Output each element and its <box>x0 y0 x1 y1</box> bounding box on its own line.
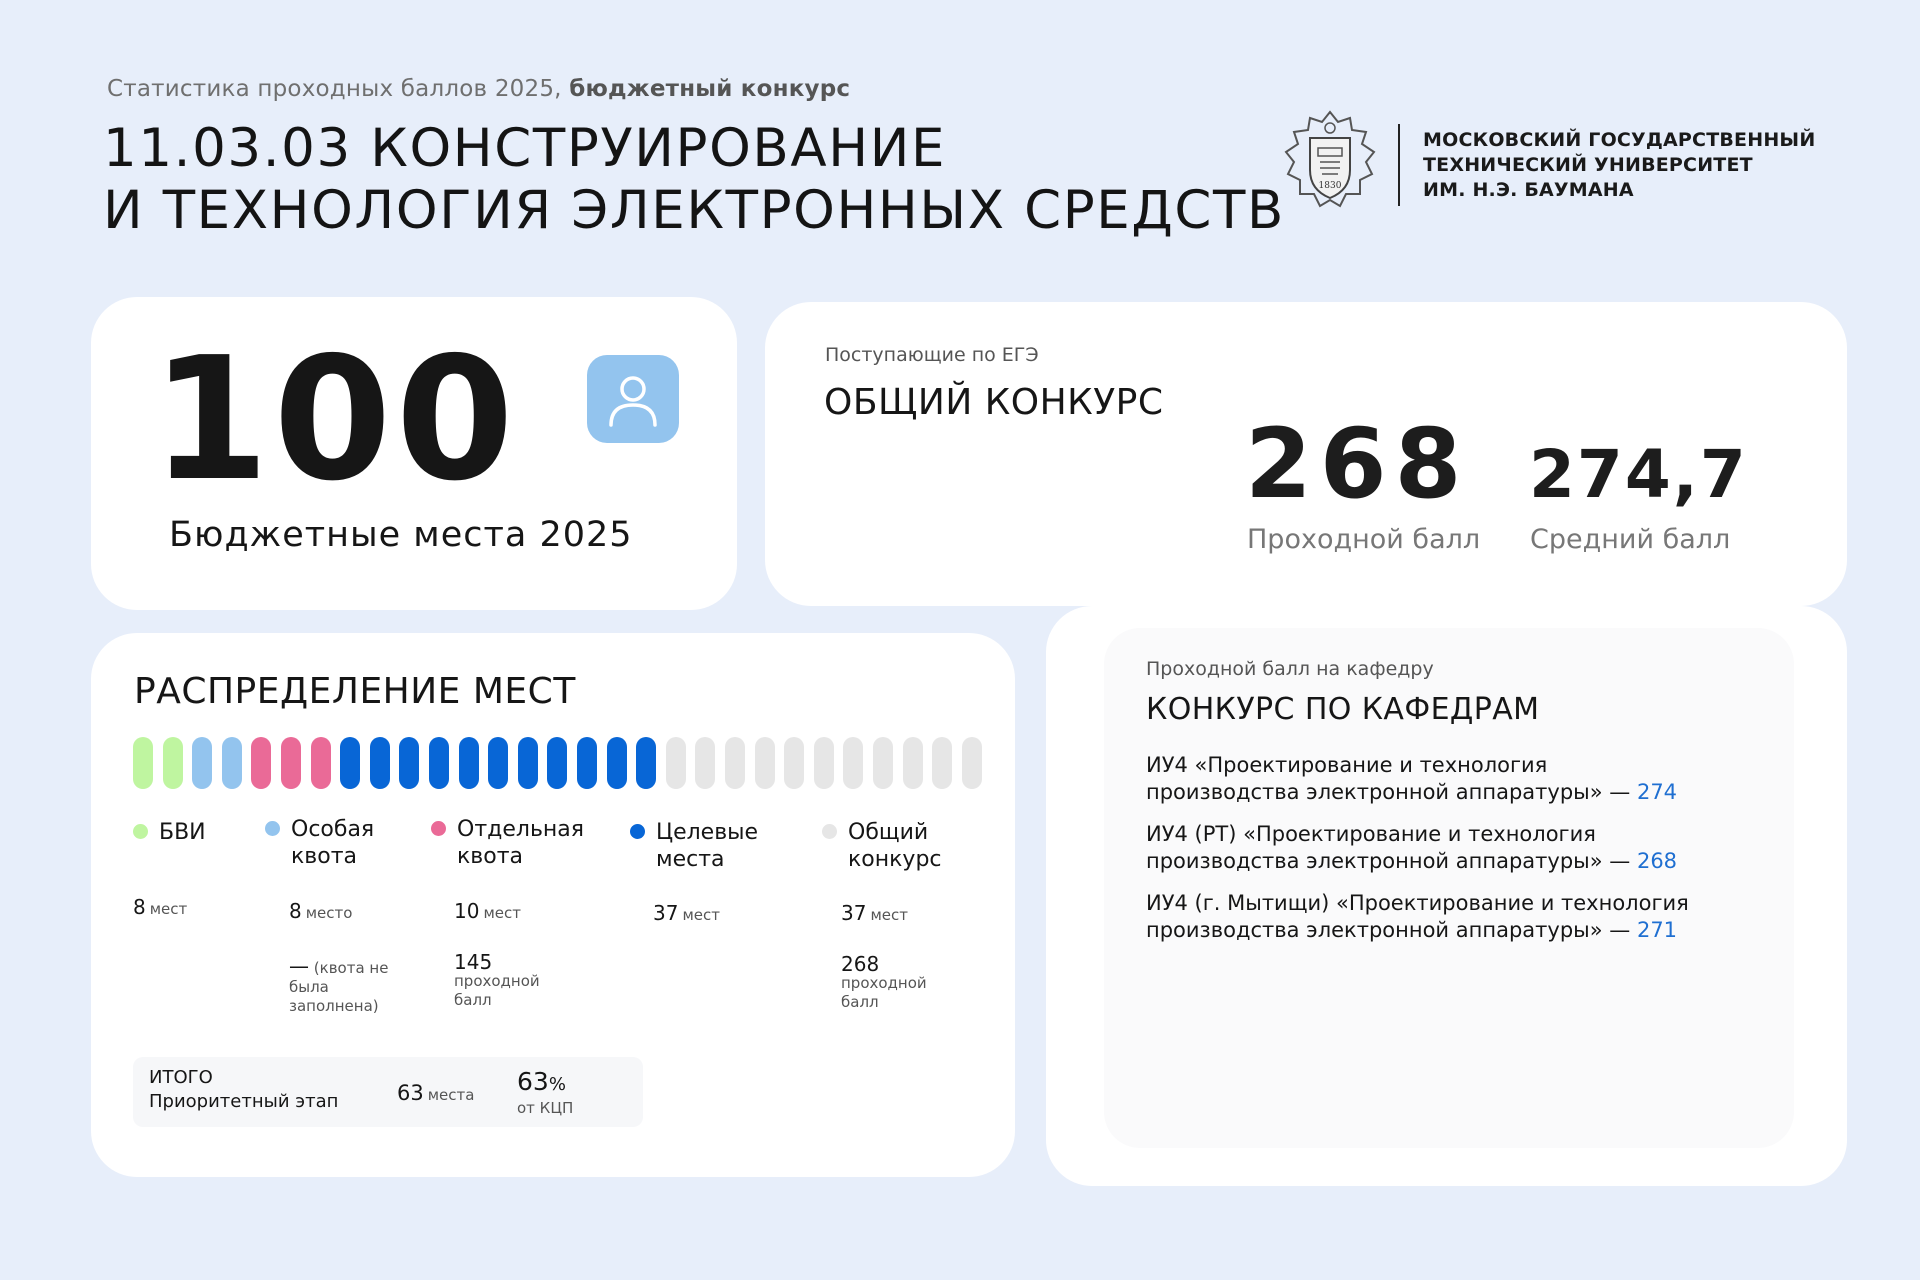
special-quota-count: 8 место <box>289 899 353 923</box>
average-score-label: Средний балл <box>1530 524 1731 555</box>
general-note: 268 проходной балл <box>841 952 927 1011</box>
university-name-line-2: ТЕХНИЧЕСКИЙ УНИВЕРСИТЕТ <box>1423 154 1753 176</box>
departments-title: КОНКУРС ПО КАФЕДРАМ <box>1146 692 1540 727</box>
bar-segment-general <box>962 737 982 789</box>
department-item: ИУ4 (г. Мытищи) «Проектирование и технология производства электронной аппаратуры» — 271 <box>1146 891 1689 942</box>
bar-segment-target <box>636 737 656 789</box>
university-name-line-3: ИМ. Н.Э. БАУМАНА <box>1423 179 1634 201</box>
title-line-1: 11.03.03 КОНСТРУИРОВАНИЕ <box>103 118 947 179</box>
legend-special-quota: Особая квота <box>265 816 374 870</box>
legend-dot <box>133 824 148 839</box>
bar-segment-target <box>547 737 567 789</box>
general-count: 37 мест <box>841 901 908 925</box>
header-divider <box>1398 124 1400 206</box>
budget-places-card <box>91 297 737 610</box>
distribution-card <box>91 633 1015 1177</box>
bar-segment-general <box>873 737 893 789</box>
bar-segment-target <box>488 737 508 789</box>
separate-quota-note: 145 проходной балл <box>454 950 540 1009</box>
bar-segment-special <box>192 737 212 789</box>
page-title <box>103 118 1285 242</box>
bar-segment-target <box>518 737 538 789</box>
general-caption: Поступающие по ЕГЭ <box>825 344 1039 366</box>
bar-segment-separate <box>311 737 331 789</box>
title-line-2: И ТЕХНОЛОГИЯ ЭЛЕКТРОННЫХ СРЕДСТВ <box>103 180 1285 241</box>
department-score: 271 <box>1636 918 1678 942</box>
target-count: 37 мест <box>653 901 720 925</box>
pass-score-label: Проходной балл <box>1247 524 1481 555</box>
general-competition-card <box>765 302 1847 606</box>
bar-segment-target <box>370 737 390 789</box>
bar-segment-target <box>607 737 627 789</box>
emblem-year: 1830 <box>1318 181 1342 191</box>
bar-segment-general <box>725 737 745 789</box>
bar-segment-bvi <box>133 737 153 789</box>
total-box <box>133 1057 643 1127</box>
total-percent: 63% <box>517 1067 566 1096</box>
bar-segment-general <box>784 737 804 789</box>
bvi-count: 8 мест <box>133 895 188 919</box>
legend-general: Общий конкурс <box>822 819 942 873</box>
university-name-line-1: МОСКОВСКИЙ ГОСУДАРСТВЕННЫЙ <box>1423 129 1816 151</box>
bar-segment-general <box>903 737 923 789</box>
bar-segment-general <box>695 737 715 789</box>
legend-dot <box>431 821 446 836</box>
university-emblem-icon <box>1280 108 1380 220</box>
legend-dot <box>265 821 280 836</box>
legend-dot <box>630 824 645 839</box>
pass-score-value: 268 <box>1245 408 1470 520</box>
page-subtitle: Статистика проходных баллов 2025, бюджетный конкурс <box>107 76 851 102</box>
total-count: 63 места <box>397 1081 475 1105</box>
legend-separate-quota: Отдельная квота <box>431 816 584 870</box>
bar-segment-target <box>340 737 360 789</box>
total-stage-label: Приоритетный этап <box>149 1091 339 1112</box>
budget-places-label: Бюджетные места 2025 <box>169 515 633 555</box>
bar-segment-separate <box>251 737 271 789</box>
bar-segment-target <box>577 737 597 789</box>
department-item: ИУ4 «Проектирование и технология производства электронной аппаратуры» — 274 <box>1146 753 1678 804</box>
total-percent-note: от КЦП <box>517 1099 574 1117</box>
total-label: ИТОГО <box>149 1067 213 1088</box>
bar-segment-general <box>666 737 686 789</box>
budget-places-value: 100 <box>151 321 518 519</box>
average-score-value: 274,7 <box>1529 436 1748 513</box>
bar-segment-separate <box>281 737 301 789</box>
bar-segment-target <box>429 737 449 789</box>
university-name <box>1423 128 1815 203</box>
legend-bvi: БВИ <box>133 819 206 846</box>
special-quota-note: — (квота не была заполнена) <box>289 954 389 1015</box>
bar-segment-target <box>399 737 419 789</box>
departments-panel <box>1104 628 1794 1148</box>
department-item: ИУ4 (РТ) «Проектирование и технология производства электронной аппаратуры» — 268 <box>1146 822 1678 873</box>
bar-segment-special <box>222 737 242 789</box>
distribution-title: РАСПРЕДЕЛЕНИЕ МЕСТ <box>134 671 576 712</box>
bar-segment-bvi <box>163 737 183 789</box>
bar-segment-general <box>755 737 775 789</box>
department-score: 274 <box>1636 780 1678 804</box>
general-title: ОБЩИЙ КОНКУРС <box>824 382 1164 423</box>
bar-segment-target <box>459 737 479 789</box>
bar-segment-general <box>843 737 863 789</box>
distribution-bar <box>133 737 993 789</box>
separate-quota-count: 10 мест <box>454 899 521 923</box>
legend-target: Целевые места <box>630 819 758 873</box>
department-score: 268 <box>1636 849 1678 873</box>
user-icon <box>587 355 679 443</box>
departments-caption: Проходной балл на кафедру <box>1146 658 1434 680</box>
bar-segment-general <box>932 737 952 789</box>
legend-dot <box>822 824 837 839</box>
bar-segment-general <box>814 737 834 789</box>
